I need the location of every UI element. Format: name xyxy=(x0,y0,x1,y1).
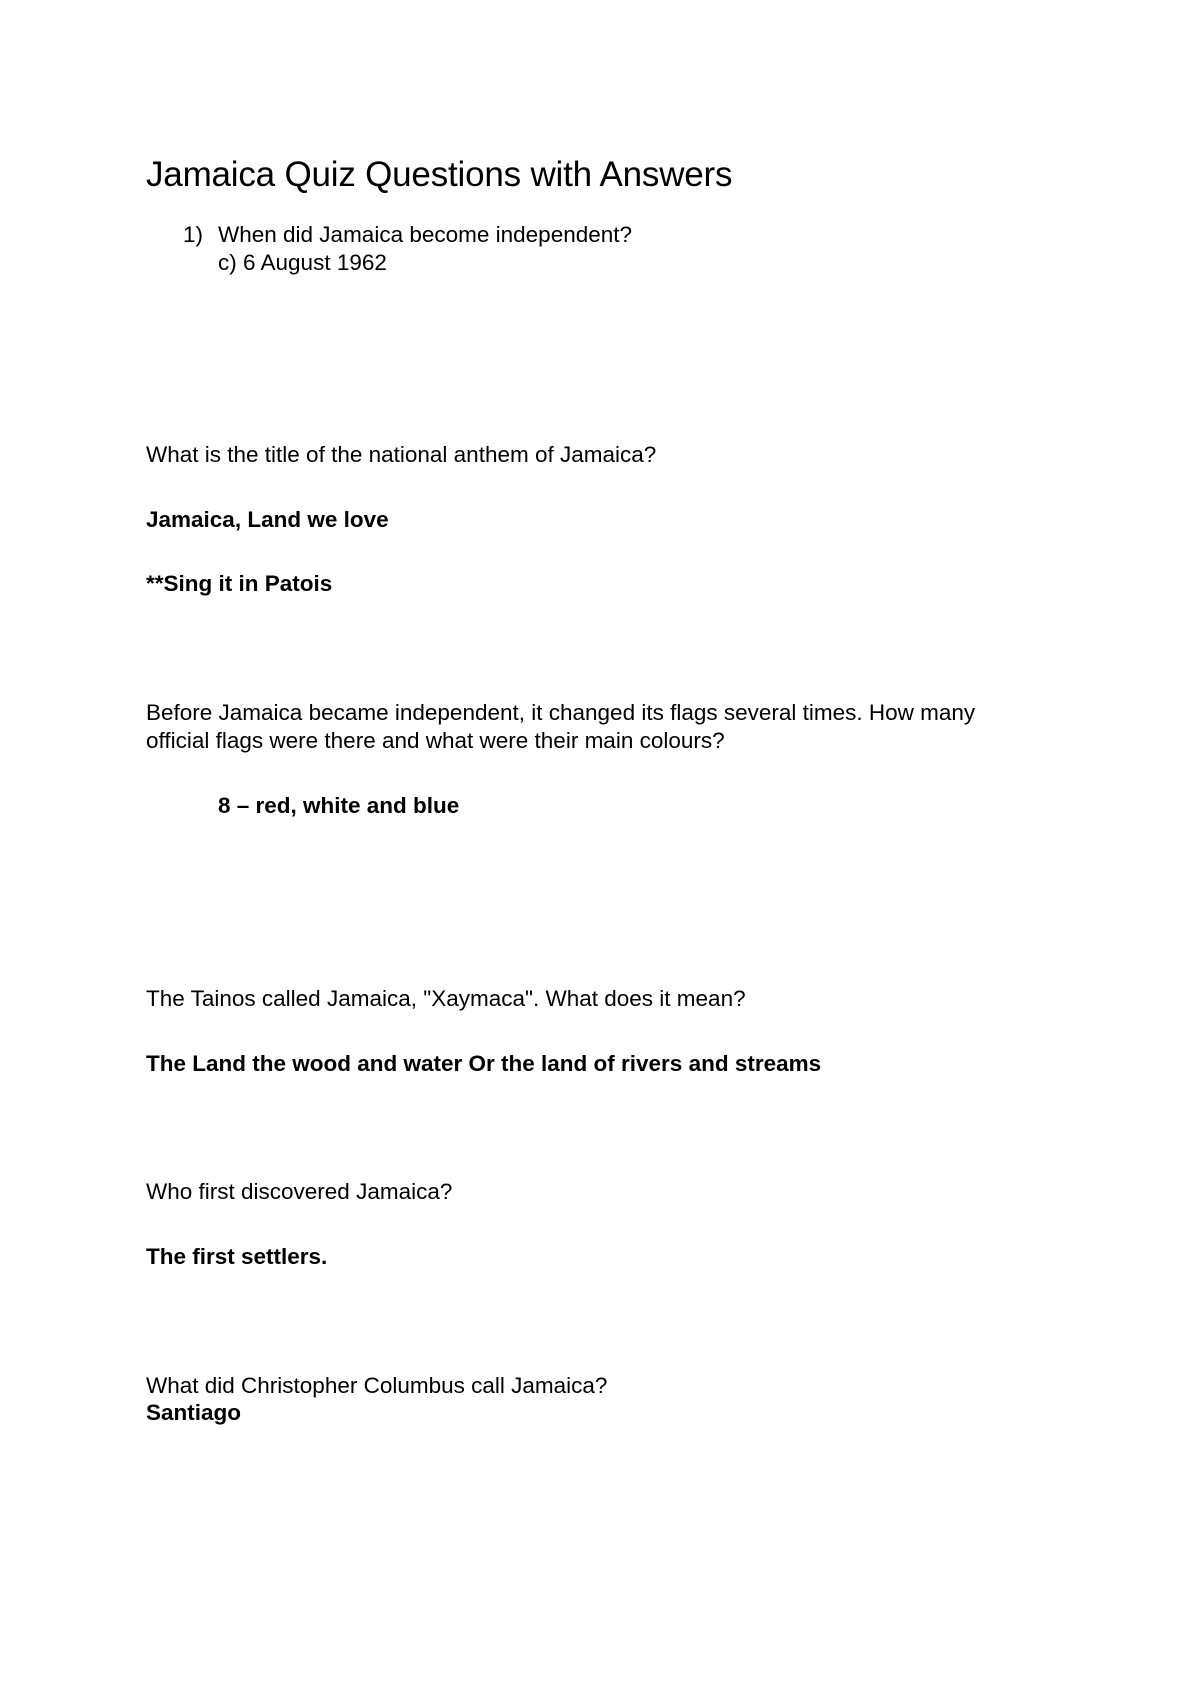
answer-xaymaca: The Land the wood and water Or the land of rivers and streams xyxy=(146,1051,822,1076)
question-number: 1) xyxy=(183,222,204,247)
answer-discovery: The first settlers. xyxy=(146,1244,328,1269)
answer-independence: c) 6 August 1962 xyxy=(218,250,387,275)
question-columbus: What did Christopher Columbus call Jamaica? xyxy=(146,1373,608,1398)
document-title: Jamaica Quiz Questions with Answers xyxy=(146,155,733,194)
question-xaymaca: The Tainos called Jamaica, "Xaymaca". What does it mean? xyxy=(146,986,746,1011)
question-discovery: Who first discovered Jamaica? xyxy=(146,1179,453,1204)
question-flags-line2: official flags were there and what were their main colours? xyxy=(146,728,725,753)
answer-anthem: Jamaica, Land we love xyxy=(146,507,389,532)
question-independence: When did Jamaica become independent? xyxy=(218,222,633,247)
answer-flags: 8 – red, white and blue xyxy=(218,793,460,818)
question-anthem: What is the title of the national anthem of Jamaica? xyxy=(146,442,657,467)
answer-anthem-note: **Sing it in Patois xyxy=(146,571,333,596)
question-flags-line1: Before Jamaica became independent, it changed its flags several times. How many xyxy=(146,700,976,725)
answer-columbus: Santiago xyxy=(146,1400,242,1425)
